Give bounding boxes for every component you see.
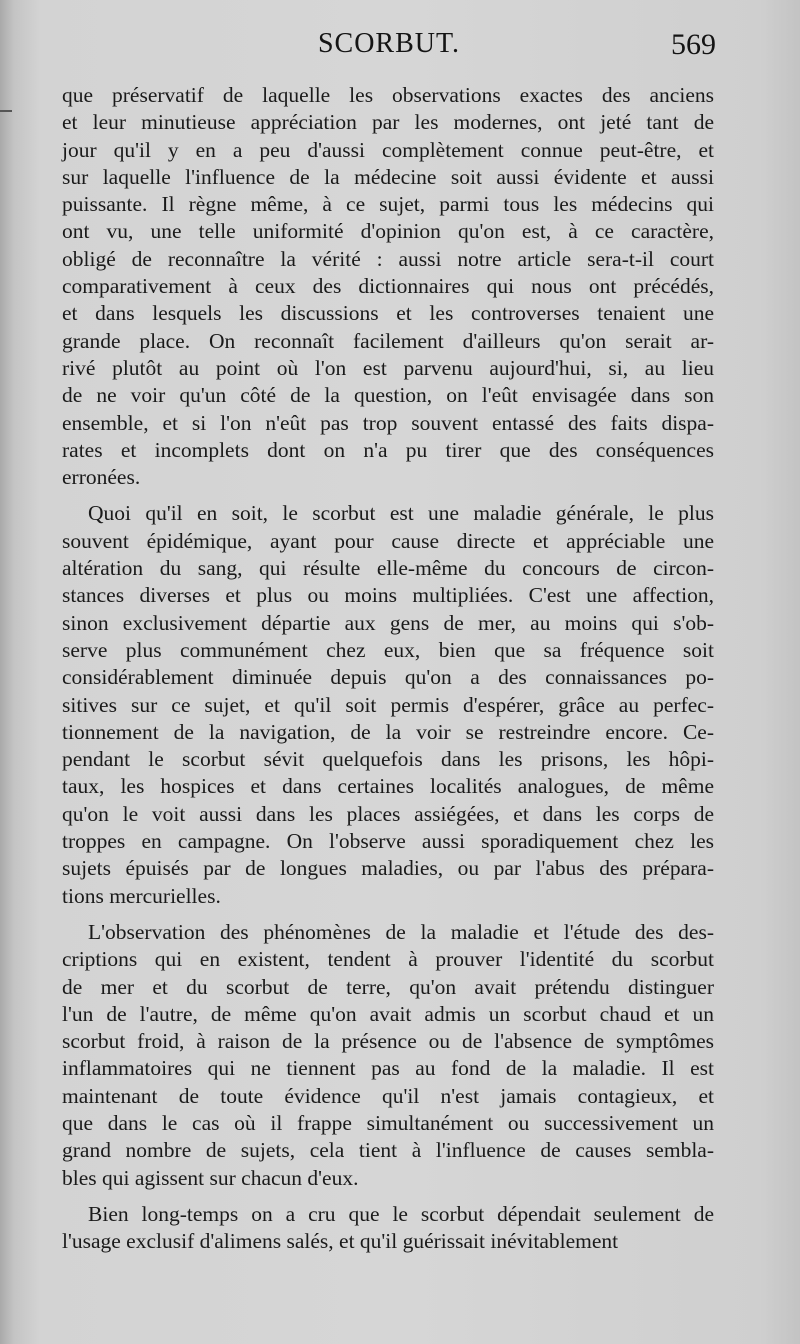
page-title: SCORBUT.	[317, 28, 461, 59]
text-line: rates et incomplets dont on n'a pu tirer que des conséquences	[62, 437, 714, 462]
page-number: 569	[671, 28, 716, 61]
running-head	[62, 28, 716, 68]
text-line: considérablement diminuée depuis qu'on a des connaissances po-	[62, 665, 714, 690]
text-line: l'un de l'autre, de même qu'on avait admis un scorbut chaud et un	[62, 1001, 714, 1026]
paragraph	[62, 500, 714, 909]
text-line: souvent épidémique, ayant pour cause directe et appréciable une	[62, 528, 714, 553]
text-line: scorbut froid, à raison de la présence ou de l'absence de symptômes	[62, 1029, 714, 1054]
paragraph-gap	[62, 1192, 714, 1201]
text-line: grande place. On reconnaît facilement d'ailleurs qu'on serait ar-	[62, 328, 714, 353]
text-line: maintenant de toute évidence qu'il n'est jamais contagieux, et	[62, 1083, 714, 1108]
text-line: Bien long-temps on a cru que le scorbut dépendait seulement de	[88, 1201, 714, 1226]
text-line: sitives sur ce sujet, et qu'il soit permis d'espérer, grâce au perfec-	[62, 692, 714, 717]
text-line: sinon exclusivement départie aux gens de mer, au moins qui s'ob-	[62, 610, 714, 635]
text-line: stances diverses et plus ou moins multipliées. C'est une affection,	[62, 583, 714, 608]
text-line: que préservatif de laquelle les observations exactes des anciens	[62, 83, 714, 107]
text-line: et dans lesquels les discussions et les controverses tenaient une	[62, 301, 714, 326]
body-text	[62, 82, 714, 1255]
text-line: et leur minutieuse appréciation par les modernes, ont jeté tant de	[62, 110, 714, 135]
text-line: tionnement de la navigation, de la voir se restreindre encore. Ce-	[62, 719, 714, 744]
text-line: troppes en campagne. On l'observe aussi sporadiquement chez les	[62, 829, 714, 854]
text-line: obligé de reconnaître la vérité : aussi notre article sera-t-il court	[62, 246, 714, 271]
text-line: que dans le cas où il frappe simultanément ou successivement un	[62, 1110, 714, 1135]
text-line: pendant le scorbut sévit quelquefois dans les prisons, les hôpi-	[62, 747, 714, 772]
text-line: l'usage exclusif d'alimens salés, et qu'il guérissait inévitablement	[62, 1229, 619, 1254]
text-line: L'observation des phénomènes de la maladie et l'étude des des-	[88, 919, 714, 944]
margin-mark	[0, 110, 12, 112]
text-line: serve plus communément chez eux, bien que sa fréquence soit	[62, 637, 714, 662]
paragraph-gap	[62, 491, 714, 500]
text-line: altération du sang, qui résulte elle-même du concours de circon-	[62, 556, 714, 581]
text-line: Quoi qu'il en soit, le scorbut est une maladie générale, le plus	[88, 501, 714, 526]
text-line: erronées.	[62, 465, 141, 490]
text-line: tions mercurielles.	[62, 883, 221, 908]
text-line: jour qu'il y en a peu d'aussi complètement connue peut-être, et	[62, 137, 714, 162]
paragraph	[62, 1201, 714, 1256]
text-line: inflammatoires qui ne tiennent pas au fond de la maladie. Il est	[62, 1056, 714, 1081]
text-line: rivé plutôt au point où l'on est parvenu aujourd'hui, si, au lieu	[62, 355, 714, 380]
paragraph-gap	[62, 910, 714, 919]
paragraph	[62, 919, 714, 1192]
text-line: sujets épuisés par de longues maladies, ou par l'abus des prépara-	[62, 856, 714, 881]
text-line: bles qui agissent sur chacun d'eux.	[62, 1165, 359, 1190]
text-line: de ne voir qu'un côté de la question, on l'eût envisagée dans son	[62, 383, 714, 408]
text-line: taux, les hospices et dans certaines localités analogues, de même	[62, 774, 714, 799]
text-line: qu'on le voit aussi dans les places assiégées, et dans les corps de	[62, 801, 714, 826]
paragraph	[62, 82, 714, 491]
text-line: criptions qui en existent, tendent à prouver l'identité du scorbut	[62, 947, 714, 972]
text-line: comparativement à ceux des dictionnaires qui nous ont précédés,	[62, 274, 714, 299]
text-line: ensemble, et si l'on n'eût pas trop souvent entassé des faits dispa-	[62, 410, 714, 435]
text-line: grand nombre de sujets, cela tient à l'influence de causes sembla-	[62, 1138, 714, 1163]
text-line: de mer et du scorbut de terre, qu'on avait prétendu distinguer	[62, 974, 714, 999]
text-line: ont vu, une telle uniformité d'opinion qu'on est, à ce caractère,	[62, 219, 714, 244]
text-line: sur laquelle l'influence de la médecine soit aussi évidente et aussi	[62, 164, 714, 189]
text-line: puissante. Il règne même, à ce sujet, parmi tous les médecins qui	[62, 192, 714, 217]
